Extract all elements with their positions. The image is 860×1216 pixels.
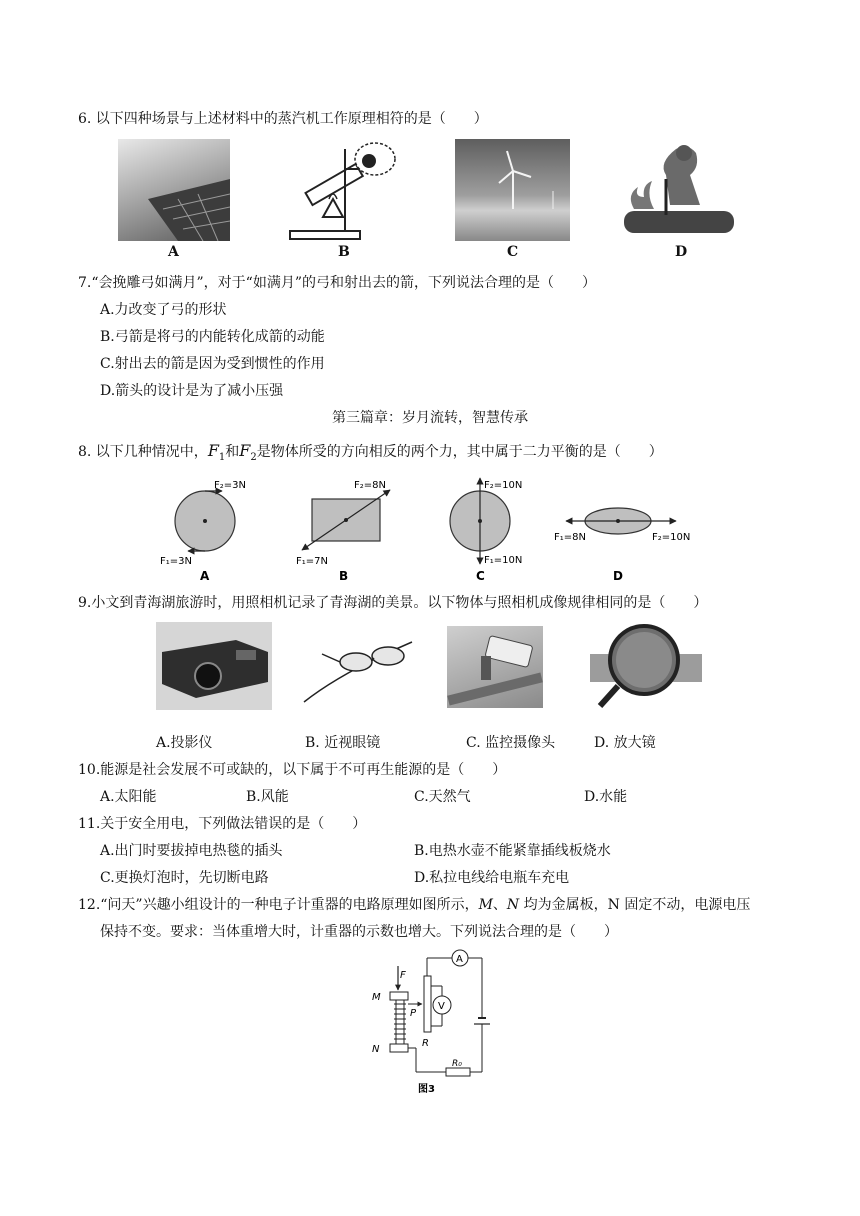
q6-label-c: C [507, 244, 519, 260]
q10-option-d: D.水能 [584, 789, 628, 805]
q10-option-b: B.风能 [246, 789, 289, 805]
q10-option-c: C.天然气 [414, 789, 471, 805]
a-force-f2: F₂=3N [214, 480, 246, 491]
svg-text:M: M [372, 992, 381, 1003]
projector-image [156, 622, 272, 710]
b-force-f1: F₁=7N [296, 556, 328, 567]
d-force-f1: F₁=8N [554, 532, 586, 543]
svg-text:A: A [456, 954, 463, 965]
magnifier-image [588, 620, 704, 712]
b-force-f2: F₂=8N [354, 480, 386, 491]
section-heading: 第三篇章：岁月流转，智慧传承 [332, 410, 528, 426]
solar-panel-image [118, 139, 230, 241]
q8-label-b: B [339, 569, 349, 583]
drilling-wood-fire-image [614, 139, 736, 241]
svg-text:R₀: R₀ [452, 1059, 462, 1069]
q11-option-c: C.更换灯泡时，先切断电路 [100, 870, 269, 886]
q9-option-c: C. 监控摄像头 [466, 735, 556, 751]
q6-label-b: B [338, 244, 350, 260]
svg-text:N: N [372, 1044, 380, 1055]
svg-text:F: F [400, 970, 406, 981]
q12-stem-line1: 12.“问天”兴趣小组设计的一种电子计重器的电路原理如图所示，M、N 均为金属板，N 固定不动，电源电压 [78, 897, 751, 913]
svg-text:V: V [438, 1001, 445, 1012]
svg-text:图3: 图3 [418, 1084, 435, 1095]
q7-stem: 7.“会挽雕弓如满月”，对于“如满月”的弓和射出去的箭，下列说法合理的是（ ） [78, 275, 596, 291]
q11-option-b: B.电热水壶不能紧靠插线板烧水 [414, 843, 611, 859]
q8-stem-part3: 是物体所受的方向相反的两个力，其中属于二力平衡的是（ ） [256, 444, 663, 460]
q11-option-d: D.私拉电线给电瓶车充电 [414, 870, 570, 886]
q6-label-d: D [675, 244, 688, 260]
q6-label-a: A [168, 244, 179, 260]
q7-option-c: C.射出去的箭是因为受到惯性的作用 [100, 356, 325, 372]
q7-option-a: A.力改变了弓的形状 [100, 302, 227, 318]
q8-label-d: D [613, 569, 623, 583]
q8-stem: 8. 以下几种情况中，$F_1$和$F_2$是物体所受的方向相反的两个力，其中属于二力平衡的是（ ） [78, 441, 663, 463]
heating-test-tube-image [285, 139, 400, 241]
q12-stem-line2: 保持不变。要求：当体重增大时，计重器的示数也增大。下列说法合理的是（ ） [100, 924, 618, 940]
q10-option-a: A.太阳能 [100, 789, 157, 805]
q7-option-b: B.弓箭是将弓的内能转化成箭的动能 [100, 329, 325, 345]
glasses-image [302, 622, 414, 710]
q8-label-c: C [476, 569, 485, 583]
q8-stem-part1: 8. 以下几种情况中， [78, 444, 208, 460]
q6-stem: 6. 以下四种场景与上述材料中的蒸汽机工作原理相符的是（ ） [78, 111, 488, 127]
svg-text:R: R [422, 1038, 429, 1049]
q11-option-a: A.出门时要拔掉电热毯的插头 [100, 843, 283, 859]
c-force-f1: F₁=10N [484, 555, 523, 566]
q9-option-a: A.投影仪 [156, 735, 213, 751]
c-force-f2: F₂=10N [484, 480, 523, 491]
a-force-f1: F₁=3N [160, 556, 192, 567]
wind-turbine-image [455, 139, 570, 241]
q11-stem: 11.关于安全用电，下列做法错误的是（ ） [78, 816, 367, 832]
q8-label-a: A [200, 569, 210, 583]
q9-option-b: B. 近视眼镜 [305, 735, 381, 751]
q8-force-diagrams [150, 474, 710, 586]
q10-stem: 10.能源是社会发展不可或缺的，以下属于不可再生能源的是（ ） [78, 762, 507, 778]
q8-stem-part2: 和 [225, 444, 240, 460]
q12-circuit-diagram [360, 946, 500, 1096]
q7-option-d: D.箭头的设计是为了减小压强 [100, 383, 284, 399]
svg-text:P: P [410, 1008, 417, 1019]
d-force-f2: F₂=10N [652, 532, 691, 543]
surveillance-camera-image [447, 626, 543, 708]
q9-option-d: D. 放大镜 [594, 735, 656, 751]
q9-stem: 9.小文到青海湖旅游时，用照相机记录了青海湖的美景。以下物体与照相机成像规律相同的是（ ） [78, 595, 708, 611]
